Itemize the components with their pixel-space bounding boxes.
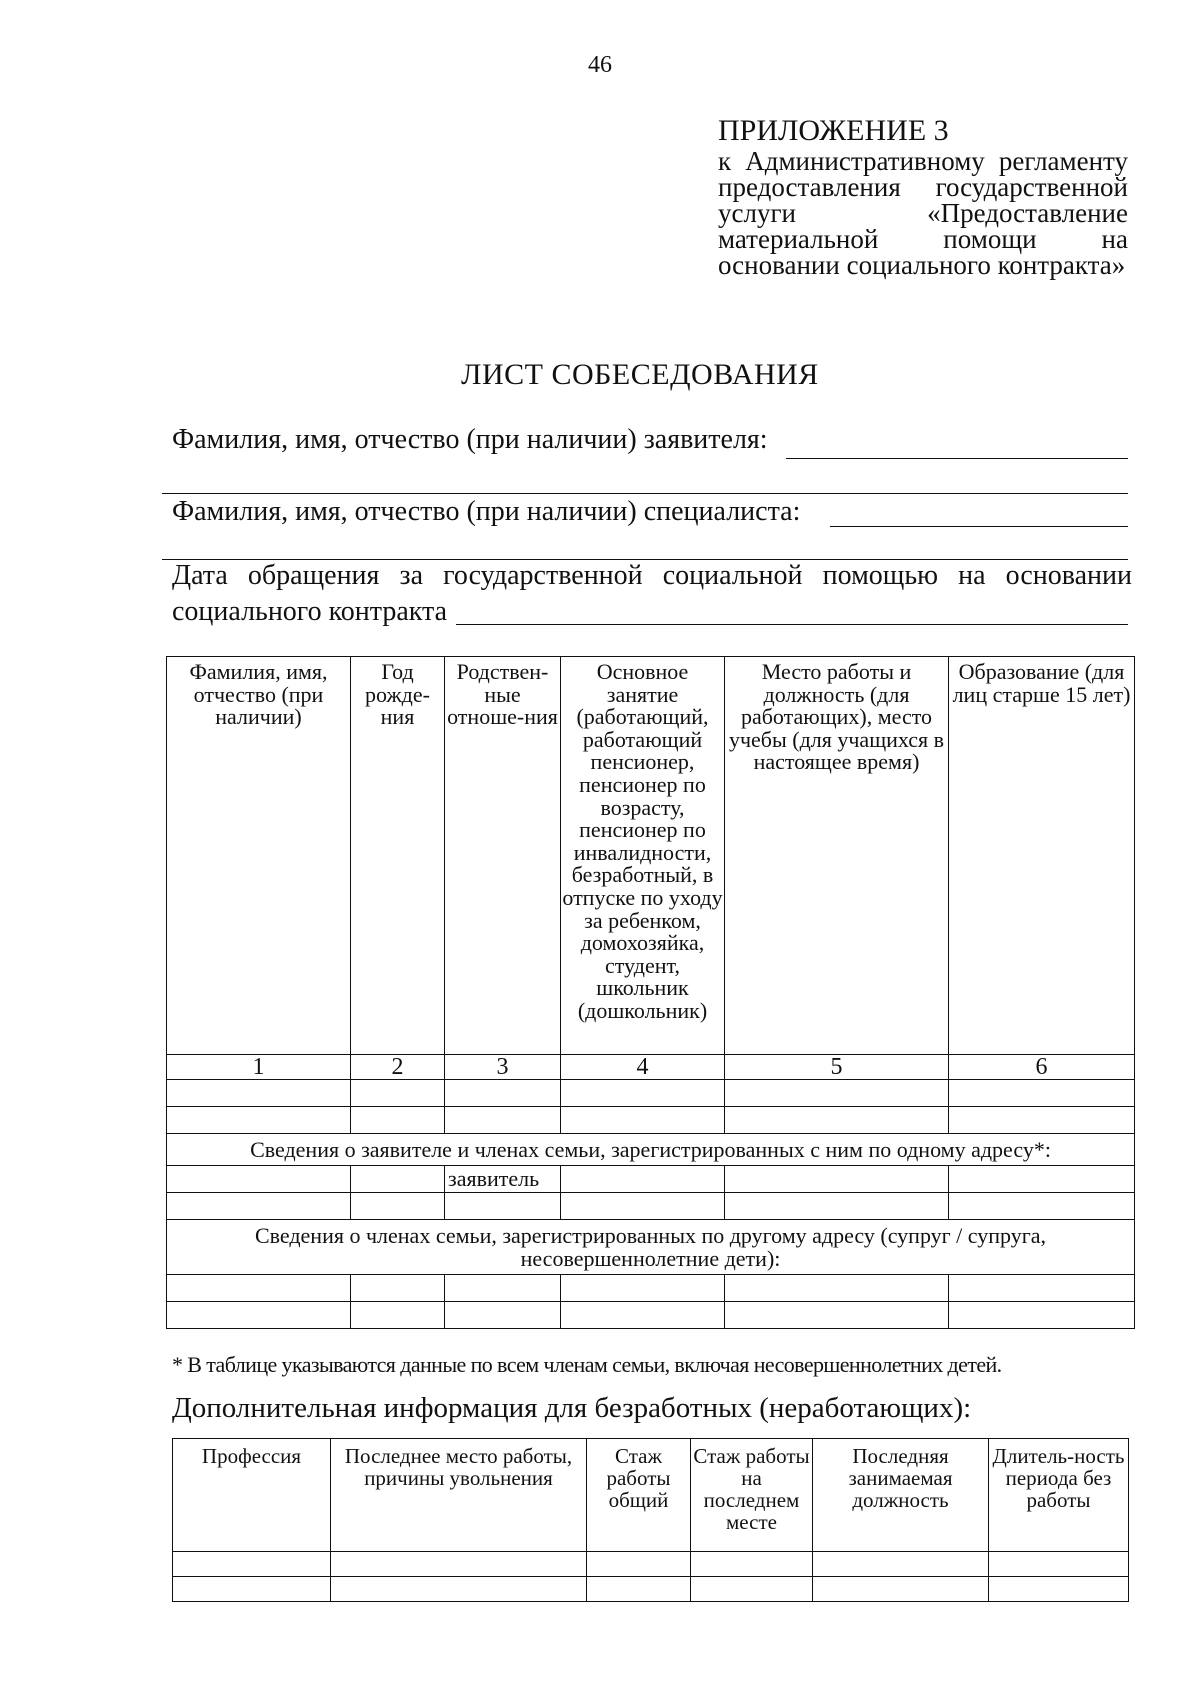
section-heading-same-address: Сведения о заявителе и членах семьи, зарегистрированных с ним по одному адресу*: [167, 1134, 1135, 1166]
appendix-title: ПРИЛОЖЕНИЕ 3 [718, 114, 949, 147]
column-number: 6 [949, 1055, 1135, 1080]
column-number: 4 [561, 1055, 725, 1080]
column-number: 1 [167, 1055, 351, 1080]
table-cell[interactable] [167, 1166, 351, 1193]
column-header: Место работы и должность (для работающих), место учебы (для учащихся в настоящее время) [725, 657, 949, 1055]
column-header: Длитель-ность периода без работы [989, 1439, 1129, 1552]
table-cell[interactable] [445, 1193, 561, 1220]
table-cell[interactable] [173, 1577, 331, 1602]
request-date-label: Дата обращения за государственной социальной помощью на основании [172, 560, 1132, 591]
table-cell[interactable] [351, 1080, 445, 1107]
table-row [167, 1107, 1135, 1134]
table-cell[interactable] [949, 1166, 1135, 1193]
page-number: 46 [588, 52, 612, 78]
table-cell[interactable] [351, 1166, 445, 1193]
table-cell[interactable] [445, 1302, 561, 1329]
table-row [167, 1080, 1135, 1107]
family-members-table [166, 656, 1135, 1329]
table-cell[interactable] [725, 1302, 949, 1329]
table-cell[interactable] [331, 1577, 587, 1602]
table-cell[interactable] [561, 1107, 725, 1134]
table-cell[interactable] [691, 1577, 813, 1602]
table-cell[interactable] [949, 1193, 1135, 1220]
table-cell[interactable] [445, 1275, 561, 1302]
table-row [167, 1275, 1135, 1302]
section-row-same-address [167, 1134, 1135, 1166]
table-cell[interactable] [561, 1080, 725, 1107]
table-cell[interactable] [167, 1275, 351, 1302]
table-cell[interactable] [331, 1552, 587, 1577]
table-cell[interactable] [561, 1302, 725, 1329]
table-cell[interactable] [725, 1275, 949, 1302]
applicant-relation: заявитель [445, 1166, 561, 1193]
specialist-name-line[interactable] [830, 526, 1128, 527]
table-cell[interactable] [351, 1302, 445, 1329]
table-cell[interactable] [561, 1193, 725, 1220]
column-header: Фамилия, имя, отчество (при наличии) [167, 657, 351, 1055]
table-cell[interactable] [813, 1577, 989, 1602]
column-header: Образование (для лиц старше 15 лет) [949, 657, 1135, 1055]
column-number: 5 [725, 1055, 949, 1080]
applicant-name-label: Фамилия, имя, отчество (при наличии) заявителя: [172, 424, 768, 455]
table-header-row [167, 657, 1135, 1055]
table-cell[interactable] [949, 1080, 1135, 1107]
column-number: 3 [445, 1055, 561, 1080]
table-cell[interactable] [949, 1107, 1135, 1134]
table-cell[interactable] [949, 1302, 1135, 1329]
table-cell[interactable] [445, 1080, 561, 1107]
column-number: 2 [351, 1055, 445, 1080]
table-cell[interactable] [445, 1107, 561, 1134]
table-header-row [173, 1439, 1129, 1552]
specialist-name-label: Фамилия, имя, отчество (при наличии) специалиста: [172, 496, 801, 527]
table-cell[interactable] [351, 1107, 445, 1134]
table-footnote: * В таблице указываются данные по всем членам семьи, включая несовершеннолетних детей. [172, 1352, 1002, 1377]
table-cell[interactable] [725, 1166, 949, 1193]
table-cell[interactable] [725, 1080, 949, 1107]
table-cell[interactable] [725, 1107, 949, 1134]
table-cell[interactable] [989, 1577, 1129, 1602]
unemployed-section-title: Дополнительная информация для безработных (неработающих): [172, 1392, 972, 1424]
column-header: Последняя занимаемая должность [813, 1439, 989, 1552]
appendix-header [718, 114, 1128, 278]
table-row [173, 1577, 1129, 1602]
table-cell[interactable] [587, 1577, 691, 1602]
table-cell[interactable] [167, 1193, 351, 1220]
table-cell[interactable] [587, 1552, 691, 1577]
appendix-text: к Административному регламенту предоставления государственной услуги «Предоставление материальной помощи на основании социального контракта» [718, 146, 1128, 280]
column-header: Последнее место работы, причины увольнения [331, 1439, 587, 1552]
applicant-row [167, 1166, 1135, 1193]
unemployed-info-table [172, 1438, 1129, 1602]
request-date-label-2: социального контракта [172, 596, 447, 627]
table-cell[interactable] [167, 1080, 351, 1107]
table-row [167, 1302, 1135, 1329]
table-cell[interactable] [725, 1193, 949, 1220]
column-header: Основное занятие (работающий, работающий пенсионер, пенсионер по возрасту, пенсионер по инвалидности, безработный, в отпуске по уходу за ребенком, домохозяйка, студент, школьник (дошкольник) [561, 657, 725, 1055]
table-cell[interactable] [561, 1275, 725, 1302]
column-header: Стаж работы общий [587, 1439, 691, 1552]
column-number-row [167, 1055, 1135, 1080]
table-row [167, 1193, 1135, 1220]
sheet-title: ЛИСТ СОБЕСЕДОВАНИЯ [461, 358, 819, 391]
table-cell[interactable] [173, 1552, 331, 1577]
applicant-name-line-2[interactable] [162, 493, 1128, 494]
column-header: Профессия [173, 1439, 331, 1552]
column-header: Год рожде-ния [351, 657, 445, 1055]
column-header: Родствен-ные отноше-ния [445, 657, 561, 1055]
table-cell[interactable] [813, 1552, 989, 1577]
table-cell[interactable] [691, 1552, 813, 1577]
table-cell[interactable] [989, 1552, 1129, 1577]
request-date-line[interactable] [456, 624, 1128, 625]
table-row [173, 1552, 1129, 1577]
table-cell[interactable] [949, 1275, 1135, 1302]
table-cell[interactable] [351, 1193, 445, 1220]
table-cell[interactable] [351, 1275, 445, 1302]
section-heading-other-address: Сведения о членах семьи, зарегистрированных по другому адресу (супруг / супруга, несовершеннолетние дети): [167, 1220, 1135, 1275]
column-header: Стаж работы на последнем месте [691, 1439, 813, 1552]
table-cell[interactable] [167, 1302, 351, 1329]
table-cell[interactable] [167, 1107, 351, 1134]
section-row-other-address [167, 1220, 1135, 1275]
table-cell[interactable] [561, 1166, 725, 1193]
applicant-name-line[interactable] [786, 458, 1128, 459]
